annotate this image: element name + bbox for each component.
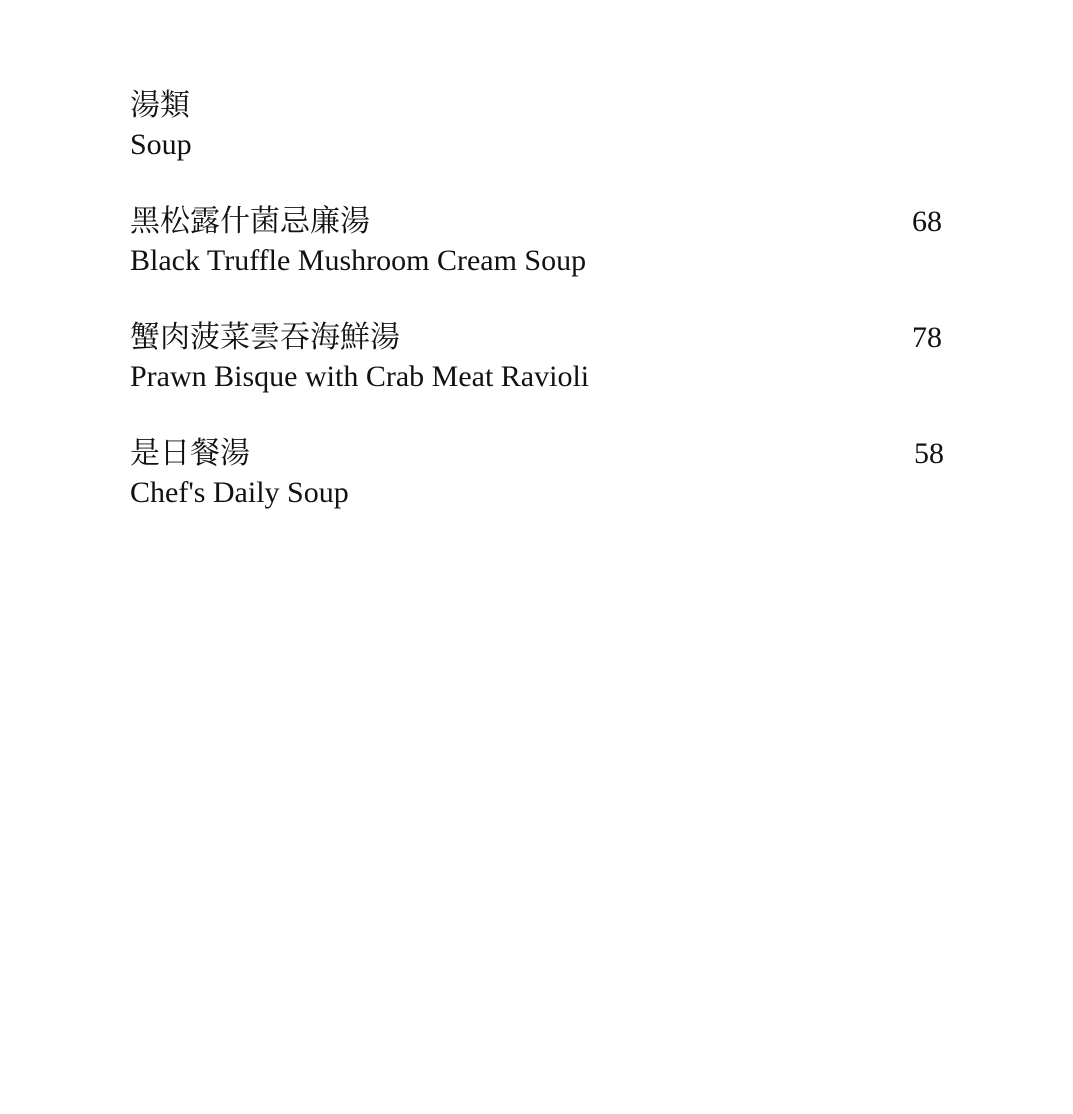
menu-item-english-name: Chef's Daily Soup	[130, 476, 349, 509]
section-title-chinese: 湯類	[130, 89, 190, 122]
section-title-english: Soup	[130, 128, 192, 161]
menu-item-prawn-bisque	[130, 318, 942, 396]
menu-item-price: 78	[912, 321, 942, 354]
menu-item-english-name: Prawn Bisque with Crab Meat Ravioli	[130, 360, 590, 393]
menu-item-english-name: Black Truffle Mushroom Cream Soup	[130, 244, 587, 277]
menu-item-chinese-name: 蟹肉菠菜雲吞海鮮湯	[130, 321, 400, 354]
menu-item-black-truffle-soup	[130, 202, 942, 280]
menu-item-chinese-name: 黑松露什菌忌廉湯	[130, 205, 370, 238]
menu-item-chinese-name: 是日餐湯	[130, 437, 250, 470]
menu-item-price: 58	[914, 437, 944, 470]
menu-item-daily-soup	[130, 434, 942, 512]
menu-item-price: 68	[912, 205, 942, 238]
soup-section-heading	[130, 86, 192, 164]
